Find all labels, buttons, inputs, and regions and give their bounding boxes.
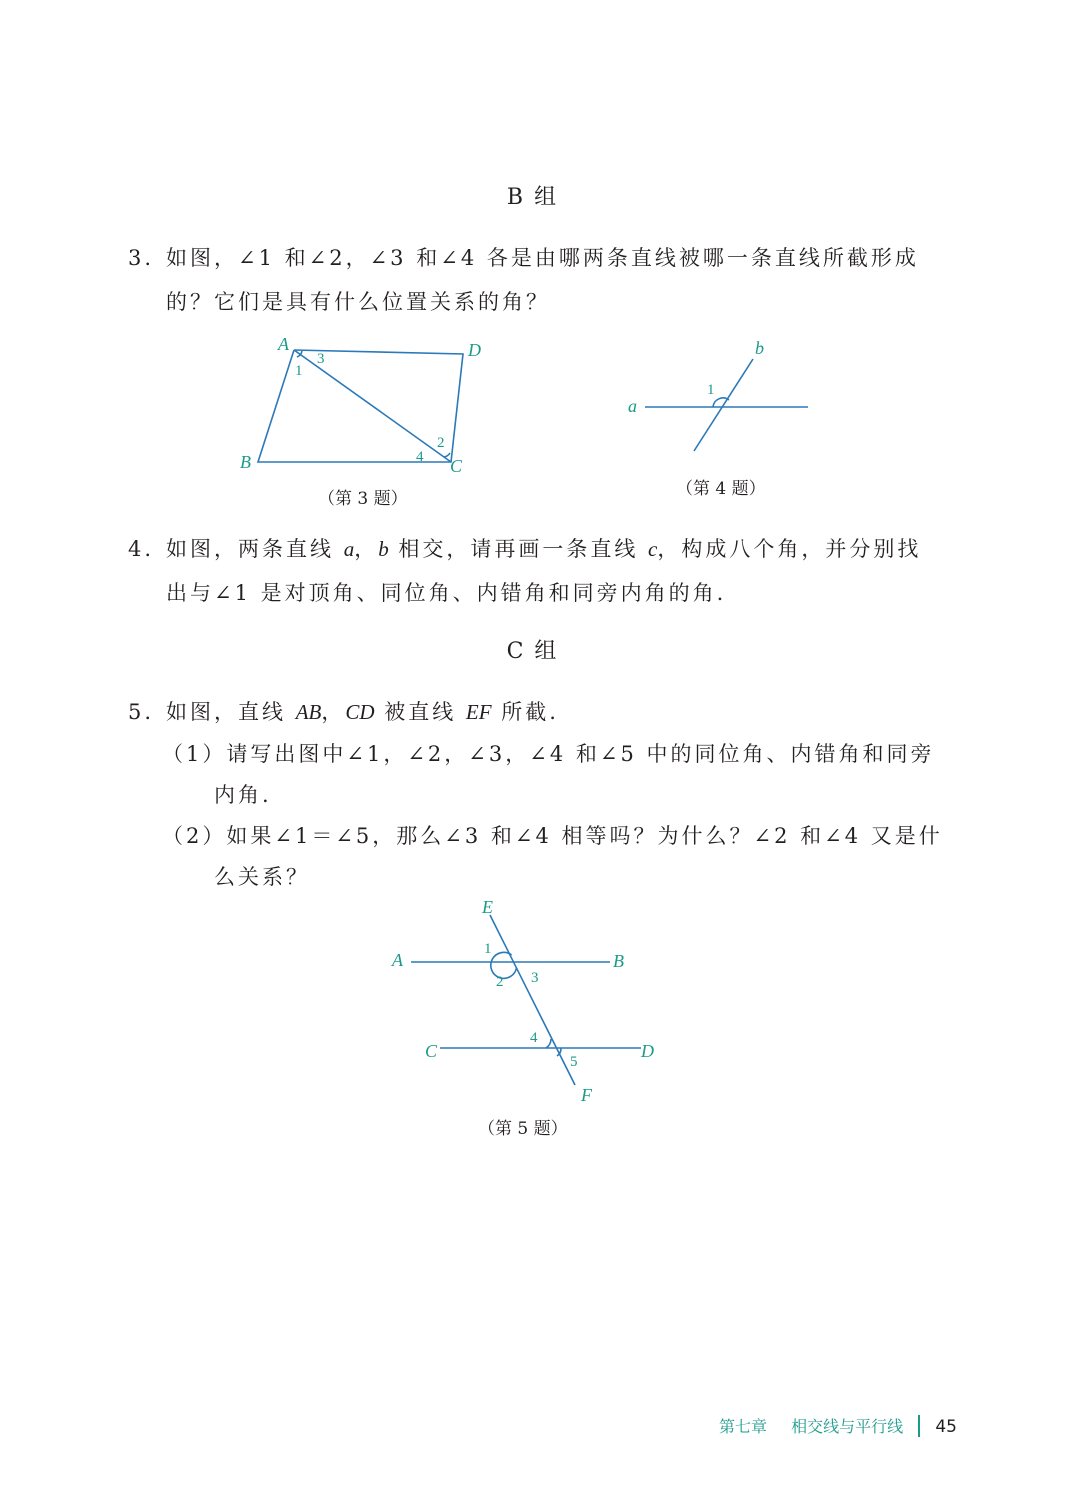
- q4-number: 4.: [128, 537, 155, 561]
- line-ef: [490, 915, 575, 1085]
- q5-text-post: 所截.: [491, 700, 559, 724]
- label-a: A: [392, 950, 403, 970]
- label-b: B: [240, 452, 251, 472]
- angle-label-4: 4: [530, 1030, 538, 1046]
- q5-text-mid: 被直线: [374, 700, 466, 724]
- figure-3-caption: （第 3 题）: [318, 489, 408, 509]
- q4-text-2: 出与∠1 是对顶角、同位角、内错角和同旁内角的角.: [166, 581, 727, 605]
- q4-text-post: ，构成八个角，并分别找: [657, 537, 922, 561]
- q5-part-1-line-1: （1）请写出图中∠1，∠2，∠3，∠4 和∠5 中的同位角、内错角和同旁: [162, 742, 935, 766]
- q4-text-pre: 如图，两条直线: [166, 537, 344, 561]
- q5-part-2-line-1: （2）如果∠1＝∠5，那么∠3 和∠4 相等吗？为什么？∠2 和∠4 又是什: [162, 824, 943, 848]
- angle-label-3: 3: [531, 970, 539, 986]
- footer-divider: [918, 1415, 920, 1437]
- var-b: b: [378, 537, 389, 561]
- q4-line-1: [128, 533, 921, 563]
- q4-text-mid: 相交，请再画一条直线: [388, 537, 649, 561]
- section-c-heading: C 组: [506, 639, 559, 664]
- q3-text-2: 的？它们是具有什么位置关系的角？: [166, 290, 550, 314]
- angle-arc-upper: [491, 952, 517, 978]
- angle-arc-lower: [546, 1039, 551, 1048]
- label-d: D: [641, 1041, 654, 1061]
- angle-label-4: 4: [416, 449, 424, 465]
- q5-line-1: [128, 696, 559, 726]
- var-a: a: [343, 537, 355, 561]
- label-b: B: [613, 951, 624, 971]
- footer-chapter-title: 相交线与平行线: [791, 1417, 904, 1436]
- angle-label-1: 1: [295, 363, 303, 379]
- label-d: D: [468, 340, 481, 360]
- q4-separator: ，: [354, 537, 379, 561]
- q3-line-1: [128, 242, 919, 272]
- angle-label-2: 2: [496, 974, 504, 990]
- var-ab: AB: [295, 700, 322, 724]
- var-cd: CD: [345, 700, 375, 724]
- q5-separator: ，: [321, 700, 346, 724]
- q5-part-1-line-2: 内角.: [214, 783, 272, 807]
- quadrilateral-abcd: [258, 350, 463, 462]
- q5-text-pre: 如图，直线: [166, 700, 296, 724]
- angle-label-3: 3: [317, 351, 325, 367]
- line-b: [694, 359, 753, 451]
- var-ef: EF: [465, 700, 492, 724]
- angle-label-1: 1: [707, 382, 715, 398]
- label-e: E: [482, 897, 493, 917]
- page-number: 45: [935, 1417, 957, 1437]
- angle-label-1: 1: [484, 941, 492, 957]
- q3-text-1: 如图，∠1 和∠2，∠3 和∠4 各是由哪两条直线被哪一条直线所截形成: [166, 246, 919, 270]
- label-a: A: [278, 334, 289, 354]
- angle-arc-1: [713, 398, 729, 407]
- q5-part-2-line-2: 么关系？: [214, 865, 310, 889]
- q5-number: 5.: [128, 700, 155, 724]
- figure-q5: [385, 893, 675, 1113]
- q3-number: 3.: [128, 246, 155, 270]
- label-line-b: b: [755, 338, 764, 358]
- label-c: C: [450, 456, 463, 476]
- page-footer: [719, 1414, 957, 1437]
- footer-chapter: 第七章: [718, 1417, 767, 1436]
- angle-label-2: 2: [437, 435, 445, 451]
- figure-q3: [230, 330, 510, 480]
- figure-q4: [620, 335, 820, 460]
- label-f: F: [581, 1085, 592, 1105]
- figure-5-caption: （第 5 题）: [478, 1119, 568, 1139]
- label-c: C: [425, 1041, 438, 1061]
- angle-label-5: 5: [570, 1054, 578, 1070]
- figure-4-caption: （第 4 题）: [676, 479, 766, 499]
- label-line-a: a: [628, 396, 637, 416]
- section-b-heading: B 组: [506, 185, 559, 210]
- var-c: c: [648, 537, 658, 561]
